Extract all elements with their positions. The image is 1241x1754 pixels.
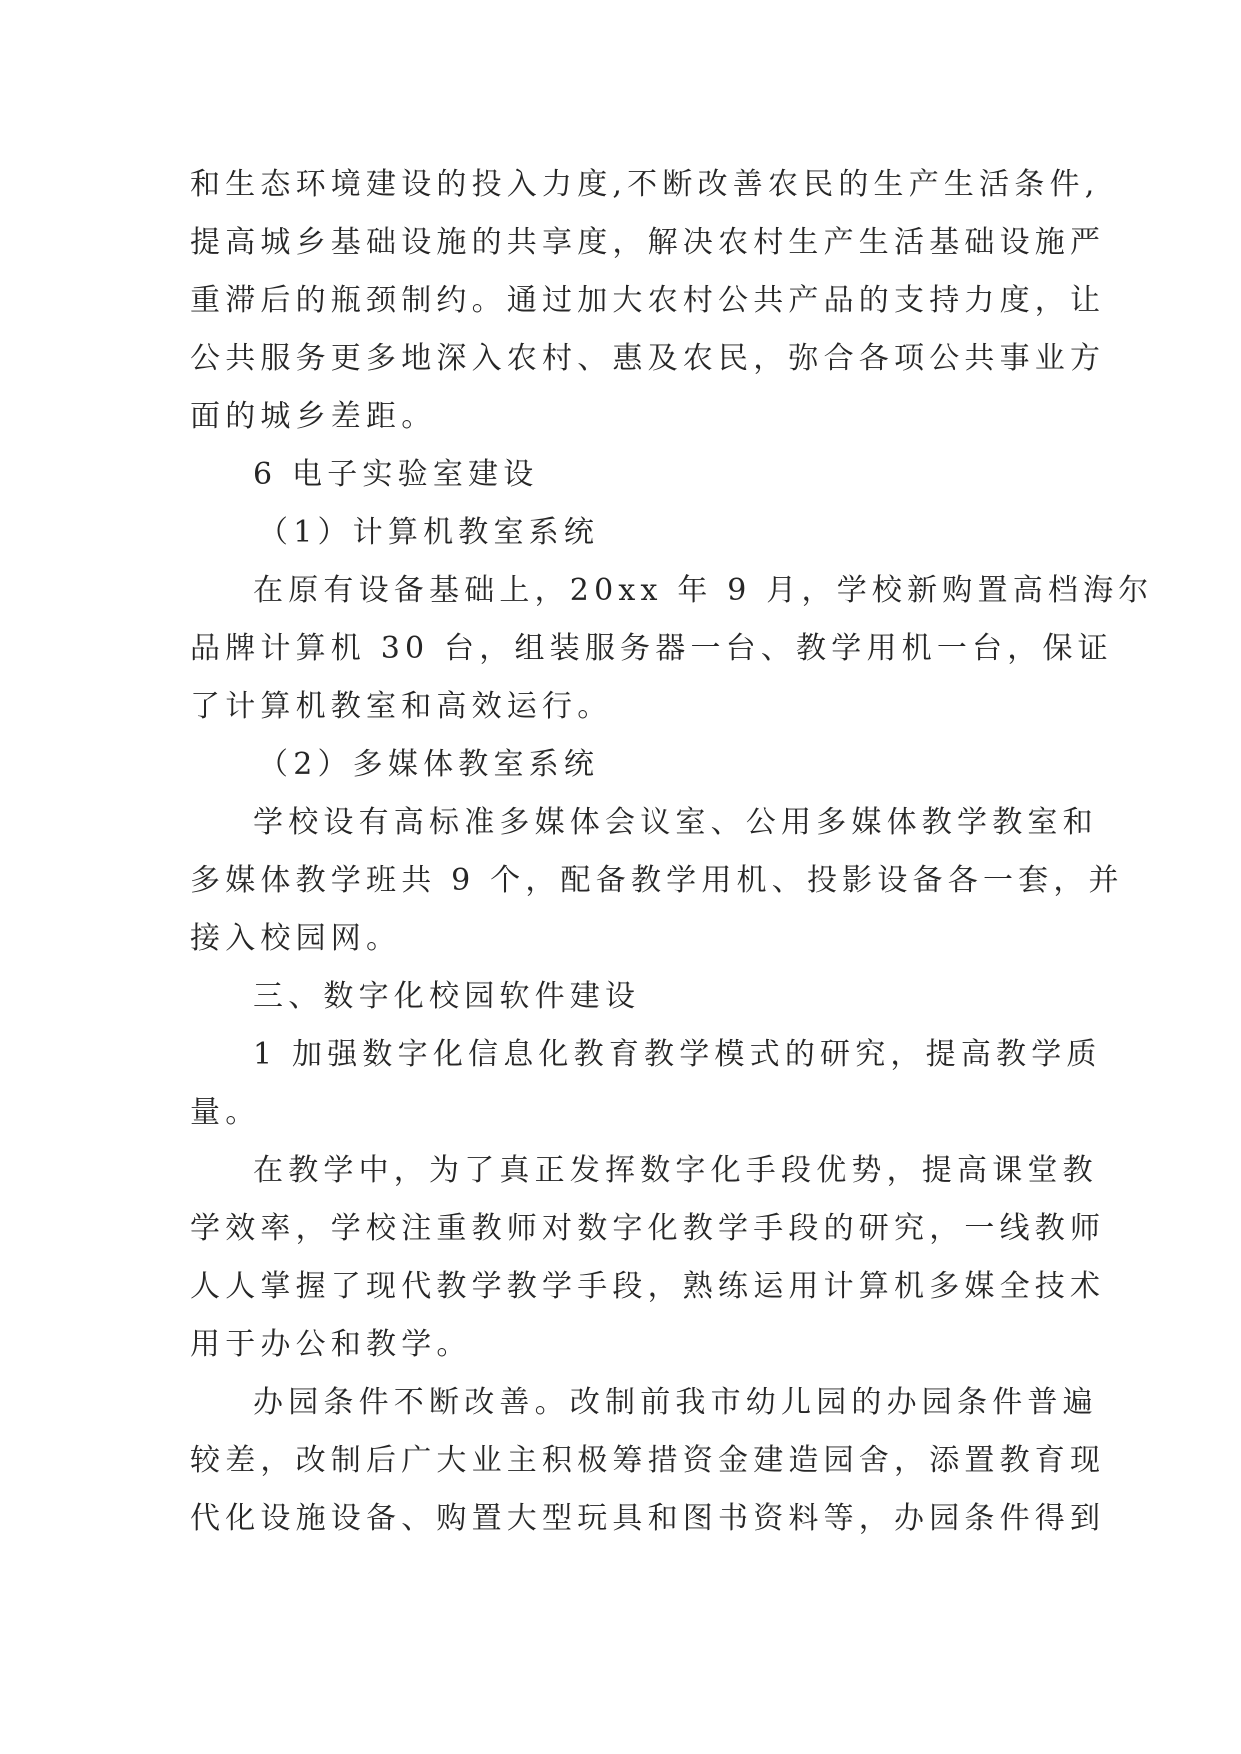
text-line: 接入校园网。 bbox=[190, 921, 402, 956]
text-line: 较差，改制后广大业主积极筹措资金建造园舍，添置教育现 bbox=[190, 1443, 1106, 1478]
text-line: 学效率，学校注重教师对数字化教学手段的研究，一线教师 bbox=[190, 1211, 1106, 1246]
text-line: 品牌计算机 30 台，组装服务器一台、教学用机一台，保证 bbox=[190, 631, 1113, 666]
text-line: 面的城乡差距。 bbox=[190, 399, 437, 434]
section-heading: 三、数字化校园软件建设 bbox=[253, 979, 641, 1014]
subsection-heading: （1）计算机教室系统 bbox=[258, 515, 600, 550]
text-line: 人人掌握了现代教学教学手段，熟练运用计算机多媒全技术 bbox=[190, 1269, 1106, 1304]
text-line: 学校设有高标准多媒体会议室、公用多媒体教学教室和 bbox=[253, 805, 1098, 840]
text-line: 公共服务更多地深入农村、惠及农民，弥合各项公共事业方 bbox=[190, 341, 1106, 376]
text-line: 代化设施设备、购置大型玩具和图书资料等，办园条件得到 bbox=[190, 1501, 1106, 1536]
subsection-heading: （2）多媒体教室系统 bbox=[258, 747, 600, 782]
text-line: 量。 bbox=[190, 1095, 261, 1130]
text-line: 提高城乡基础设施的共享度，解决农村生产生活基础设施严 bbox=[190, 225, 1106, 260]
text-line: 1 加强数字化信息化教育教学模式的研究，提高教学质 bbox=[253, 1037, 1102, 1072]
text-line: 重滞后的瓶颈制约。通过加大农村公共产品的支持力度，让 bbox=[190, 283, 1106, 318]
text-line: 和生态环境建设的投入力度,不断改善农民的生产生活条件, bbox=[190, 167, 1100, 202]
text-line: 用于办公和教学。 bbox=[190, 1327, 472, 1362]
section-heading: 6 电子实验室建设 bbox=[253, 457, 539, 492]
text-line: 在原有设备基础上，20xx 年 9 月，学校新购置高档海尔 bbox=[253, 573, 1154, 608]
text-line: 多媒体教学班共 9 个，配备教学用机、投影设备各一套，并 bbox=[190, 863, 1124, 898]
text-line: 在教学中，为了真正发挥数字化手段优势，提高课堂教 bbox=[253, 1153, 1098, 1188]
text-line: 办园条件不断改善。改制前我市幼儿园的办园条件普遍 bbox=[253, 1385, 1098, 1420]
text-line: 了计算机教室和高效运行。 bbox=[190, 689, 613, 724]
